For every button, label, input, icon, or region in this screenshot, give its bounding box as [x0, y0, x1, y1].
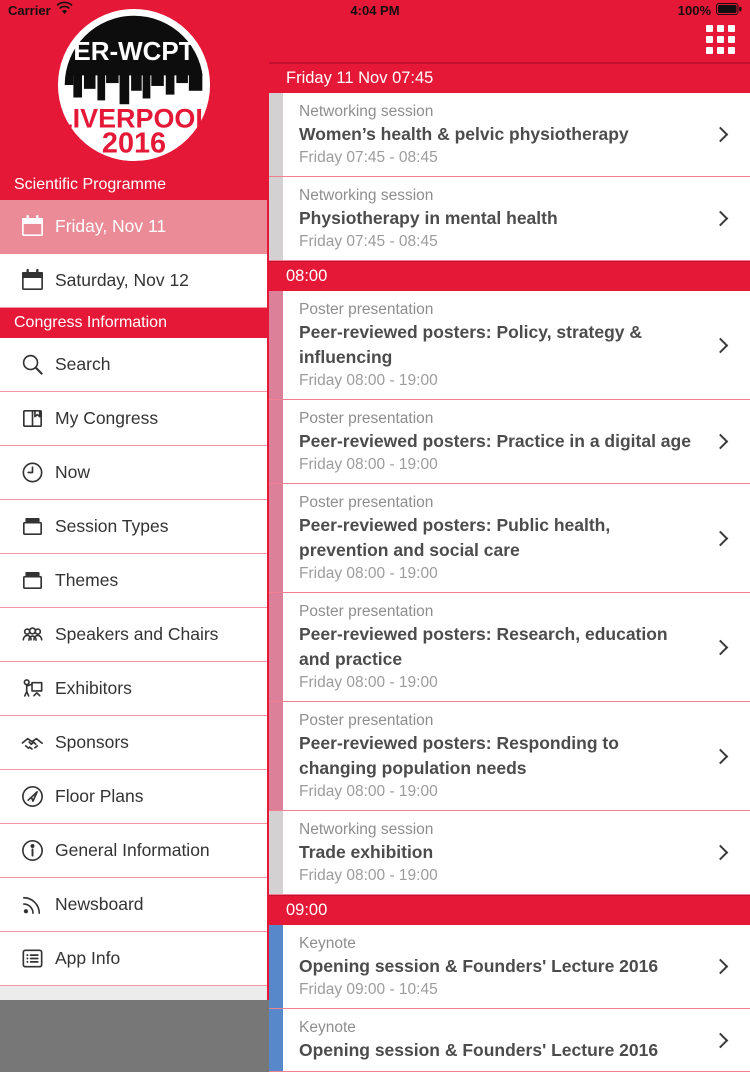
info-icon — [18, 837, 46, 865]
sidebar-item-exhibitors[interactable]: Exhibitors — [0, 662, 267, 716]
session-title: Peer-reviewed posters: Practice in a digital age — [299, 431, 691, 451]
session-title: Women’s health & pelvic physiotherapy — [299, 124, 629, 144]
session-time: Friday 07:45 - 08:45 — [299, 149, 438, 166]
sidebar-item-speakers-and-chairs[interactable]: Speakers and Chairs — [0, 608, 267, 662]
navigation-icon — [18, 783, 46, 811]
session-title: Peer-reviewed posters: Responding to changing population needs — [299, 733, 619, 778]
session-row[interactable] — [269, 93, 750, 177]
chevron-right-icon — [713, 434, 729, 450]
svg-text:ER-WCPT: ER-WCPT — [72, 35, 195, 66]
list-icon — [18, 945, 46, 973]
sidebar-header-congress-information: Congress Information — [0, 308, 267, 338]
time-band-09-00: 09:00 — [269, 895, 750, 925]
sidebar-day-saturday-nov-12[interactable]: Saturday, Nov 12 — [0, 254, 267, 308]
session-type: Networking session — [299, 821, 434, 838]
session-row[interactable] — [269, 1009, 750, 1072]
battery-percent: 100% — [677, 2, 711, 18]
chevron-right-icon — [713, 748, 729, 764]
sidebar-menu — [0, 338, 267, 986]
category-strip — [269, 93, 283, 176]
session-type: Networking session — [299, 103, 434, 120]
people-icon — [18, 621, 46, 649]
session-time: Friday 08:00 - 19:00 — [299, 372, 438, 389]
sidebar-header-scientific-programme: Scientific Programme — [0, 170, 267, 200]
session-time: Friday 08:00 - 19:00 — [299, 565, 438, 582]
chevron-right-icon — [713, 845, 729, 861]
calendar-icon — [18, 213, 46, 241]
session-time: Friday 08:00 - 19:00 — [299, 783, 438, 800]
chevron-right-icon — [713, 1032, 729, 1048]
session-row[interactable] — [269, 925, 750, 1009]
session-title: Opening session & Founders' Lecture 2016 — [299, 956, 659, 976]
session-type: Networking session — [299, 187, 434, 204]
time-band-08-00: 08:00 — [269, 261, 750, 291]
session-row[interactable] — [269, 177, 750, 261]
session-type: Poster presentation — [299, 301, 434, 318]
presenter-icon — [18, 675, 46, 703]
session-type: Keynote — [299, 1019, 356, 1036]
sidebar-day-friday-nov-11[interactable]: Friday, Nov 11 — [0, 200, 267, 254]
session-type: Poster presentation — [299, 410, 434, 427]
sidebar-item-floor-plans[interactable]: Floor Plans — [0, 770, 267, 824]
session-time: Friday 08:00 - 19:00 — [299, 867, 438, 884]
sidebar-item-session-types[interactable]: Session Types — [0, 500, 267, 554]
sidebar — [0, 0, 267, 1000]
session-type: Poster presentation — [299, 712, 434, 729]
congress-logo — [57, 8, 211, 162]
category-strip — [269, 291, 283, 399]
search-icon — [18, 351, 46, 379]
session-time: Friday 08:00 - 19:00 — [299, 674, 438, 691]
sidebar-item-newsboard[interactable]: Newsboard — [0, 878, 267, 932]
session-type: Poster presentation — [299, 603, 434, 620]
session-title: Peer-reviewed posters: Public health, prevention and social care — [299, 515, 611, 560]
chevron-right-icon — [713, 530, 729, 546]
category-strip — [269, 593, 283, 701]
calendar-icon — [18, 267, 46, 295]
session-row[interactable] — [269, 291, 750, 400]
grid-icon[interactable] — [706, 25, 741, 58]
category-strip — [269, 925, 283, 1008]
session-title: Opening session & Founders' Lecture 2016 — [299, 1040, 659, 1060]
clock-icon — [18, 459, 46, 487]
svg-text:LIVERPOOL: LIVERPOOL — [55, 103, 212, 134]
rss-icon — [18, 891, 46, 919]
category-strip — [269, 702, 283, 810]
session-time: Friday 08:00 - 19:00 — [299, 456, 438, 473]
handshake-icon — [18, 729, 46, 757]
sidebar-item-now[interactable]: Now — [0, 446, 267, 500]
session-row[interactable] — [269, 593, 750, 702]
status-time: 4:04 PM — [350, 2, 400, 18]
chevron-right-icon — [713, 959, 729, 975]
category-strip — [269, 400, 283, 483]
session-row[interactable] — [269, 400, 750, 484]
time-band-friday-11-nov-07-45: Friday 11 Nov 07:45 — [269, 63, 750, 93]
chevron-right-icon — [713, 211, 729, 227]
category-strip — [269, 484, 283, 592]
sidebar-footer — [0, 986, 267, 1000]
session-row[interactable] — [269, 811, 750, 895]
carrier-label: Carrier — [8, 2, 51, 18]
session-type: Poster presentation — [299, 494, 434, 511]
session-title: Peer-reviewed posters: Policy, strategy & influencing — [299, 322, 643, 367]
session-title: Peer-reviewed posters: Research, education and practice — [299, 624, 668, 669]
session-title: Physiotherapy in mental health — [299, 208, 558, 228]
sidebar-item-search[interactable]: Search — [0, 338, 267, 392]
chevron-right-icon — [713, 639, 729, 655]
logo-area — [0, 0, 267, 170]
sidebar-item-app-info[interactable]: App Info — [0, 932, 267, 986]
sidebar-days — [0, 200, 267, 308]
category-strip — [269, 177, 283, 260]
book-icon — [18, 405, 46, 433]
category-strip — [269, 1009, 283, 1071]
svg-text:2016: 2016 — [101, 127, 166, 160]
session-time: Friday 09:00 - 10:45 — [299, 981, 438, 998]
status-bar — [0, 0, 750, 20]
session-time: Friday 07:45 - 08:45 — [299, 233, 438, 250]
session-row[interactable] — [269, 702, 750, 811]
session-title: Trade exhibition — [299, 842, 434, 862]
chevron-right-icon — [713, 127, 729, 143]
session-type: Keynote — [299, 935, 356, 952]
session-row[interactable] — [269, 484, 750, 593]
sidebar-item-general-information[interactable]: General Information — [0, 824, 267, 878]
sidebar-item-my-congress[interactable]: My Congress — [0, 392, 267, 446]
sidebar-item-themes[interactable]: Themes — [0, 554, 267, 608]
category-strip — [269, 811, 283, 894]
box-icon — [18, 567, 46, 595]
chevron-right-icon — [713, 337, 729, 353]
sidebar-item-sponsors[interactable]: Sponsors — [0, 716, 267, 770]
box-icon — [18, 513, 46, 541]
schedule-list — [269, 63, 750, 1072]
schedule-panel — [267, 0, 750, 1060]
